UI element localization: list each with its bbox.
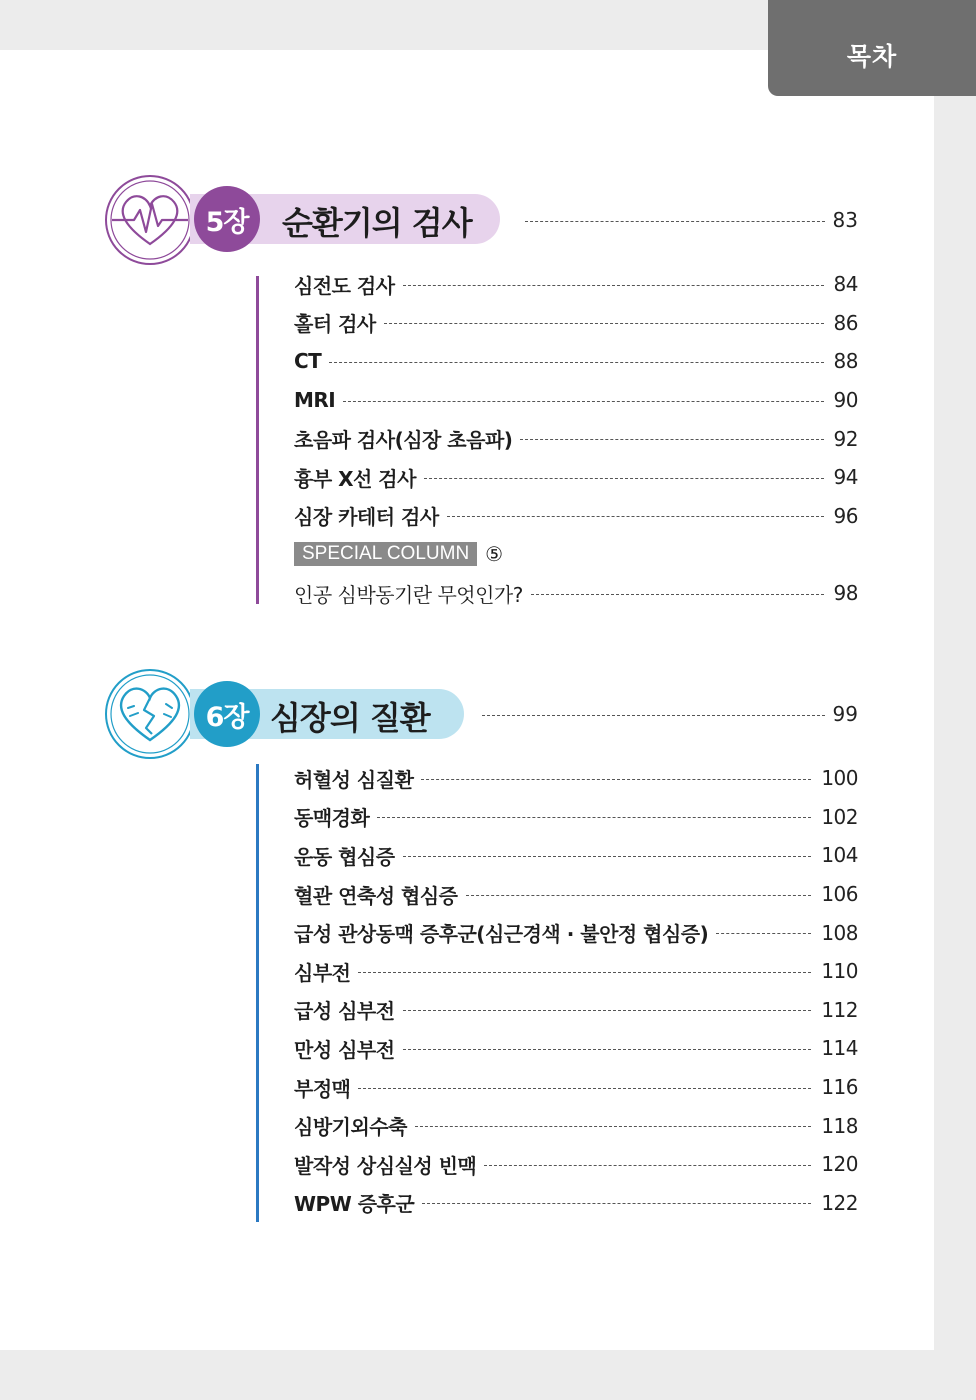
toc-entry-page: 104	[821, 843, 858, 868]
chapter-6-leader	[482, 715, 825, 716]
toc-entry[interactable]	[294, 342, 858, 381]
chapter-6-title[interactable]: 심장의 질환	[270, 699, 430, 737]
toc-entry-title: 동맥경화	[294, 806, 370, 831]
chapter-6-rule	[256, 764, 259, 1222]
toc-entry[interactable]	[294, 913, 858, 952]
toc-entry-page: 94	[833, 465, 858, 490]
toc-entry[interactable]	[294, 759, 858, 798]
toc-entry-page: 114	[821, 1036, 858, 1061]
toc-entry-leader	[403, 1049, 812, 1050]
special-column-heading	[294, 535, 858, 574]
toc-entry-leader	[531, 594, 824, 595]
toc-entry-leader	[520, 439, 823, 440]
toc-entry[interactable]	[294, 991, 858, 1030]
chapter-5-leader	[525, 221, 825, 222]
special-column-number: ⑤	[485, 542, 504, 567]
chapter-5-page: 83	[832, 208, 858, 232]
toc-entry-title: 심방기외수축	[294, 1115, 407, 1140]
toc-tab	[768, 0, 976, 96]
toc-entry-title: WPW 증후군	[294, 1192, 415, 1217]
toc-entry[interactable]	[294, 1068, 858, 1107]
toc-entry-leader	[403, 856, 812, 857]
toc-entry-leader	[447, 516, 824, 517]
toc-entry-title: CT	[294, 349, 322, 374]
toc-entry-title: 흉부 X선 검사	[294, 466, 416, 491]
toc-entry-leader	[466, 895, 812, 896]
toc-entry-title: 운동 협심증	[294, 844, 395, 869]
toc-entry[interactable]	[294, 304, 858, 343]
chapter-6-page: 99	[832, 702, 858, 726]
toc-entry-page: 92	[833, 426, 858, 451]
toc-entry-page: 102	[821, 804, 858, 829]
toc-entry-title: 발작성 상심실성 빈맥	[294, 1153, 477, 1178]
toc-entry[interactable]	[294, 1145, 858, 1184]
toc-entry[interactable]	[294, 952, 858, 991]
heart-pulse-icon	[104, 174, 196, 266]
chapter-5-rule	[256, 276, 259, 604]
toc-entry-page: 96	[833, 503, 858, 528]
chapter-5-title[interactable]: 순환기의 검사	[282, 204, 472, 242]
chapter-5-entries	[294, 265, 858, 612]
toc-entry[interactable]	[294, 875, 858, 914]
toc-entry-leader	[716, 933, 811, 934]
toc-tab-label: 목차	[846, 42, 898, 71]
toc-entry-title: 심부전	[294, 960, 351, 985]
toc-entry[interactable]	[294, 265, 858, 304]
toc-entry-title: 만성 심부전	[294, 1037, 395, 1062]
toc-entry[interactable]	[294, 1106, 858, 1145]
toc-entry-page: 110	[821, 959, 858, 984]
toc-entry-title: 심장 카테터 검사	[294, 505, 439, 530]
toc-entry-leader	[415, 1126, 811, 1127]
toc-entry-page: 84	[833, 272, 858, 297]
toc-entry[interactable]	[294, 1029, 858, 1068]
toc-entry[interactable]	[294, 497, 858, 536]
special-column-label: SPECIAL COLUMN	[294, 542, 477, 566]
chapter-6-badge: 6장	[194, 681, 260, 747]
toc-entry-leader	[358, 1088, 811, 1089]
toc-entry-page: 116	[821, 1075, 858, 1100]
toc-entry-page: 90	[833, 388, 858, 413]
toc-entry-title: 허혈성 심질환	[294, 767, 414, 792]
toc-entry[interactable]	[294, 574, 858, 613]
chapter-6-entries	[294, 759, 858, 1222]
toc-entry-title: 부정맥	[294, 1076, 351, 1101]
toc-entry-leader	[329, 362, 823, 363]
toc-entry-page: 106	[821, 882, 858, 907]
toc-entry-leader	[384, 323, 824, 324]
toc-entry-title: MRI	[294, 388, 336, 413]
toc-entry-title: 급성 심부전	[294, 999, 395, 1024]
toc-entry-title: 인공 심박동기란 무엇인가?	[294, 582, 523, 607]
toc-entry-page: 108	[821, 920, 858, 945]
toc-entry-page: 122	[821, 1190, 858, 1215]
toc-entry-page: 120	[821, 1152, 858, 1177]
toc-entry-title: 초음파 검사(심장 초음파)	[294, 428, 513, 453]
toc-entry-page: 100	[821, 766, 858, 791]
toc-entry-page: 118	[821, 1113, 858, 1138]
toc-entry-leader	[403, 285, 824, 286]
toc-entry[interactable]	[294, 1184, 858, 1223]
toc-entry-title: 혈관 연축성 협심증	[294, 883, 458, 908]
toc-entry-title: 홀터 검사	[294, 312, 376, 337]
toc-entry-page: 88	[833, 349, 858, 374]
toc-entry-leader	[421, 779, 811, 780]
toc-entry[interactable]	[294, 381, 858, 420]
toc-entry[interactable]	[294, 798, 858, 837]
toc-entry-title: 급성 관상동맥 증후군(심근경색 · 불안정 협심증)	[294, 922, 709, 947]
toc-entry-title: 심전도 검사	[294, 273, 395, 298]
toc-entry[interactable]	[294, 419, 858, 458]
toc-entry-page: 86	[833, 310, 858, 335]
toc-entry-leader	[424, 478, 824, 479]
toc-entry-leader	[377, 817, 811, 818]
toc-entry-leader	[358, 972, 811, 973]
toc-entry-leader	[484, 1165, 811, 1166]
toc-entry-leader	[343, 401, 823, 402]
toc-entry-leader	[403, 1010, 812, 1011]
toc-entry-page: 112	[821, 997, 858, 1022]
toc-entry[interactable]	[294, 458, 858, 497]
toc-entry[interactable]	[294, 836, 858, 875]
toc-entry-page: 98	[833, 581, 858, 606]
broken-heart-icon	[104, 668, 196, 760]
toc-entry-leader	[422, 1203, 811, 1204]
chapter-5-badge: 5장	[194, 186, 260, 252]
